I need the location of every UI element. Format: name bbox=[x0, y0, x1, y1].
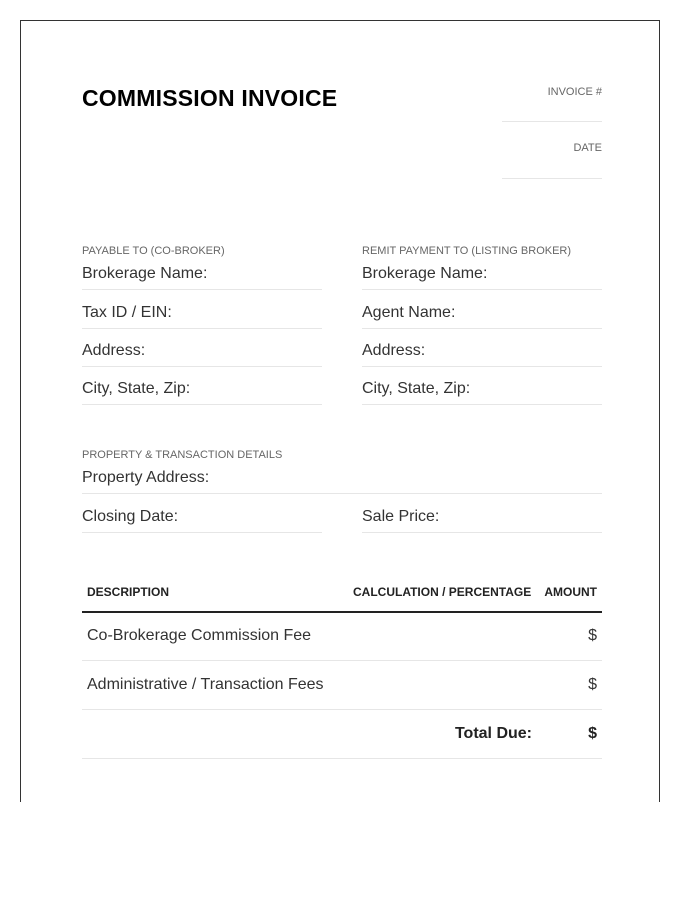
invoice-title: COMMISSION INVOICE bbox=[82, 85, 338, 111]
table-row bbox=[82, 661, 602, 710]
property-heading: PROPERTY & TRANSACTION DETAILS bbox=[82, 449, 283, 461]
column-header-amount: AMOUNT bbox=[544, 585, 597, 599]
property-address-field[interactable]: Property Address: bbox=[82, 469, 602, 494]
date-field[interactable] bbox=[502, 178, 602, 179]
remit-agent-name-field[interactable]: Agent Name: bbox=[362, 304, 602, 329]
payable-address-field[interactable]: Address: bbox=[82, 342, 322, 367]
row-description: Co-Brokerage Commission Fee bbox=[87, 627, 312, 644]
row-amount[interactable]: $ bbox=[588, 676, 597, 693]
row-description: Administrative / Transaction Fees bbox=[87, 676, 324, 693]
total-due-label: Total Due: bbox=[454, 725, 532, 742]
row-amount[interactable]: $ bbox=[588, 627, 597, 644]
invoice-number-label: INVOICE # bbox=[547, 86, 602, 98]
date-label: DATE bbox=[573, 142, 602, 154]
table-row bbox=[82, 612, 602, 661]
total-row bbox=[82, 710, 602, 759]
payable-brokerage-name-field[interactable]: Brokerage Name: bbox=[82, 265, 322, 290]
remit-brokerage-name-field[interactable]: Brokerage Name: bbox=[362, 265, 602, 290]
remit-address-field[interactable]: Address: bbox=[362, 342, 602, 367]
total-due-amount[interactable]: $ bbox=[588, 725, 597, 742]
table-header bbox=[82, 583, 602, 613]
sale-price-field[interactable]: Sale Price: bbox=[362, 508, 602, 533]
column-header-description: DESCRIPTION bbox=[87, 585, 170, 599]
closing-date-field[interactable]: Closing Date: bbox=[82, 508, 322, 533]
invoice-sheet bbox=[20, 20, 660, 802]
column-header-calculation: CALCULATION / PERCENTAGE bbox=[353, 585, 532, 599]
payable-city-state-zip-field[interactable]: City, State, Zip: bbox=[82, 380, 322, 405]
remit-to-heading: REMIT PAYMENT TO (LISTING BROKER) bbox=[362, 245, 572, 257]
payable-tax-id-field[interactable]: Tax ID / EIN: bbox=[82, 304, 322, 329]
invoice-number-field[interactable] bbox=[502, 121, 602, 122]
payable-to-heading: PAYABLE TO (CO-BROKER) bbox=[82, 245, 225, 257]
remit-city-state-zip-field[interactable]: City, State, Zip: bbox=[362, 380, 602, 405]
